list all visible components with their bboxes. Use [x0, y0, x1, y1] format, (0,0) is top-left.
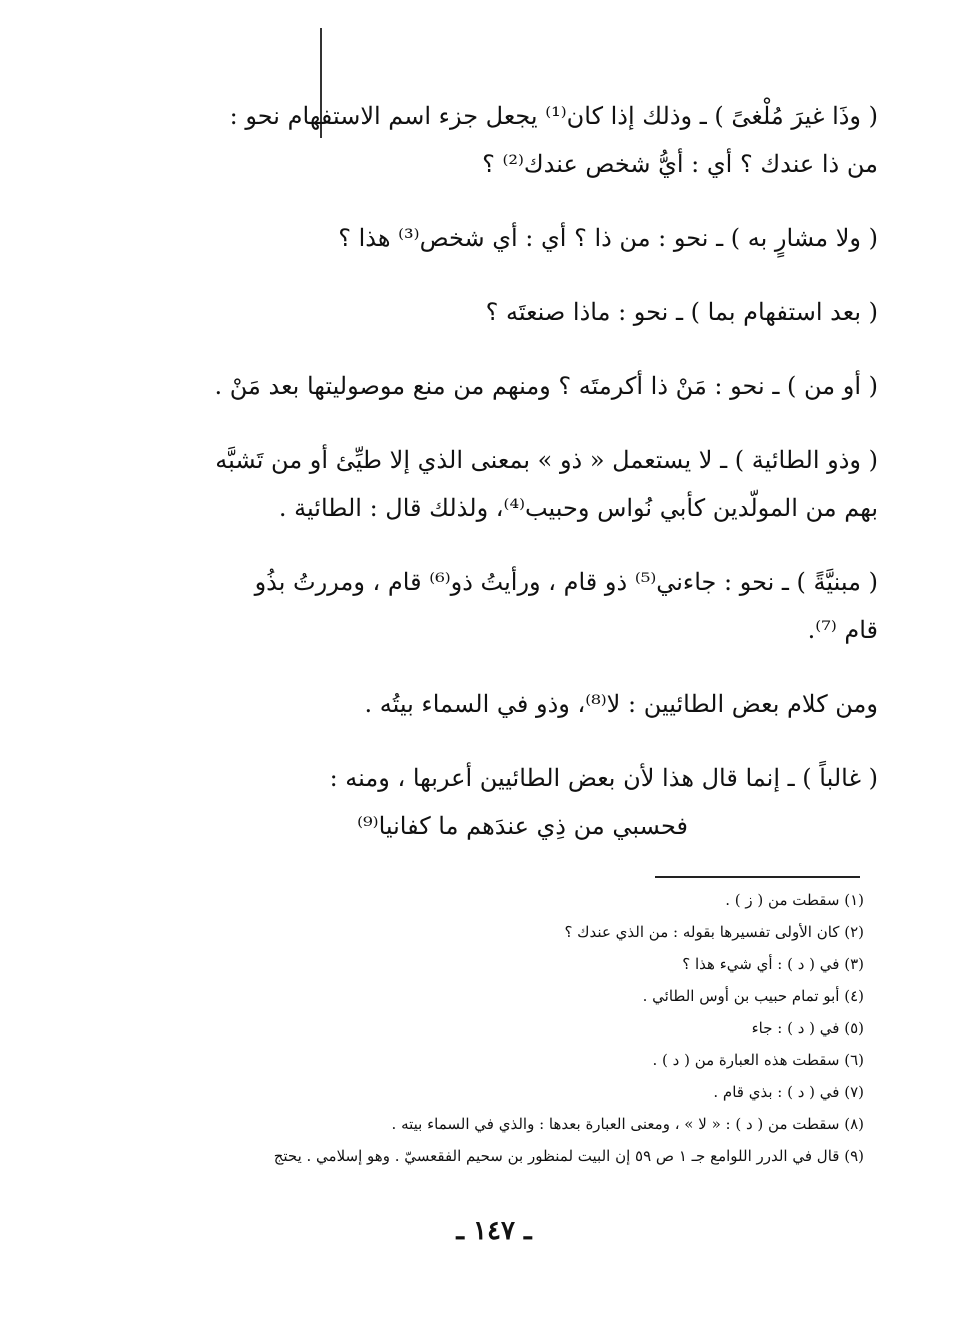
- footnote: (٩) قال في الدرر اللوامع جـ ١ ص ٥٩ إن البيت لمنظور بن سحيم الفقعسيّ . وهو إسلامي . يحتج: [273, 1147, 864, 1165]
- text-line: ( غالباً ) ـ إنما قال هذا لأن بعض الطائيين أعربها ، ومنه :: [329, 764, 878, 792]
- footnote: (٥) في ( د ) : جاء: [751, 1019, 864, 1037]
- main-text: [160, 92, 878, 850]
- footnotes: [170, 884, 864, 1172]
- text-line: ( مبنيَّةً ) ـ نحو : جاءني⁽⁵⁾ ذو قام ، ورأيتُ ذو⁽⁶⁾ قام ، ومررتُ بذُو: [254, 568, 878, 596]
- paragraph-baad-istifham: [160, 288, 878, 336]
- paragraph-aw-man: [160, 362, 878, 410]
- text-line: ( أو من ) ـ نحو : مَنْ ذا أكرمتَه ؟ ومنهم من منع موصوليتها بعد مَنْ .: [214, 372, 878, 400]
- footnote-divider: [655, 876, 860, 878]
- page-number: ـ ١٤٧ ـ: [456, 1216, 532, 1246]
- footnote: (١) سقطت من ( ز ) .: [725, 891, 864, 909]
- footnote: (٧) في ( د ) : بذي قام .: [713, 1083, 864, 1101]
- text-line: ( وذو الطائية ) ـ لا يستعمل « ذو » بمعنى الذي إلا طيِّئ أو من تَشبَّه: [215, 446, 878, 474]
- text-line: ( بعد استفهام بما ) ـ نحو : ماذا صنعتَه ؟: [485, 298, 878, 326]
- footnote: (٢) كان الأولى تفسيرها بقوله : من الذي عندك ؟: [564, 923, 864, 941]
- text-line: قام ⁽⁷⁾.: [807, 616, 878, 644]
- footnote: (٤) أبو تمام حبيب بن أوس الطائي .: [642, 987, 864, 1005]
- poetry-verse: فحسبي من ذِي عندَهم ما كفانيا⁽⁹⁾: [357, 812, 688, 840]
- text-line: ( ولا مشارٍ به ) ـ نحو : من ذا ؟ أي : أي شخص⁽³⁾ هذا ؟: [338, 224, 878, 252]
- text-line: بهم من المولّدين كأبي نُواس وحبيب⁽⁴⁾، ولذلك قال : الطائية .: [278, 494, 878, 522]
- footnote: (٨) سقطت من ( د ) : « لا » ، ومعنى العبارة بعدها : والذي في السماء بيته .: [391, 1115, 864, 1133]
- paragraph-kalam-taiyyin: [160, 680, 878, 728]
- text-line: من ذا عندك ؟ أي : أيُّ شخص عندك⁽²⁾ ؟: [482, 150, 878, 178]
- text-line: ومن كلام بعض الطائيين : لا⁽⁸⁾، وذو في السماء بيتُه .: [364, 690, 878, 718]
- paragraph-ghaliban: [160, 754, 878, 850]
- paragraph-dha-mulgha: [160, 92, 878, 188]
- paragraph-la-mushar: [160, 214, 878, 262]
- text-line: ( وذَا غيرَ مُلْغىً ) ـ وذلك إذا كان⁽¹⁾ يجعل جزء اسم الاستفهام نحو :: [229, 102, 878, 130]
- footnote: (٣) في ( د ) : أي شيء هذا ؟: [682, 955, 864, 973]
- paragraph-mabniyya: [160, 558, 878, 654]
- footnote: (٦) سقطت هذه العبارة من ( د ) .: [652, 1051, 864, 1069]
- paragraph-dhu-taiyya: [160, 436, 878, 532]
